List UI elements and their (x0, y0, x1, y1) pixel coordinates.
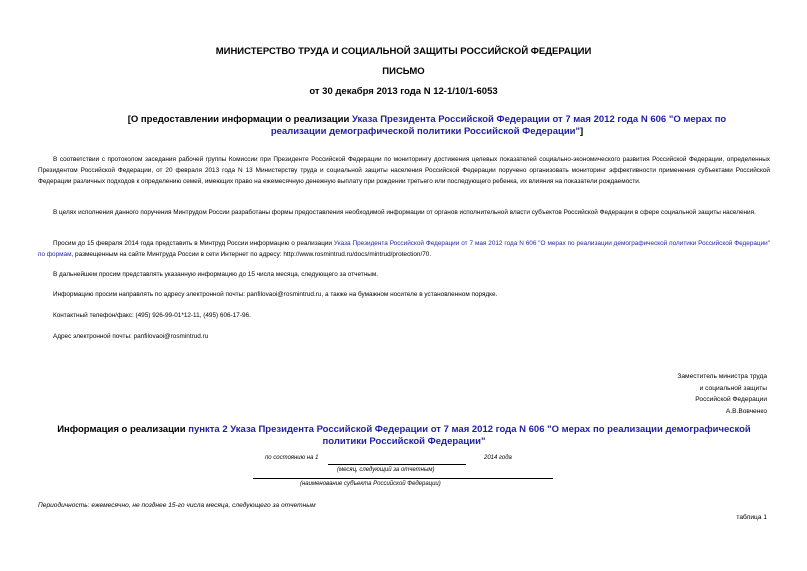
subject-suffix: ] (580, 126, 584, 137)
paragraph-6: Контактный телефон/факс: (495) 926-99-01*12-11, (495) 606-17-96. (53, 312, 251, 319)
signature-line-1: Заместитель министра труда (677, 373, 767, 380)
paragraph-7: Адрес электронной почты: panfilovaoi@rosmintrud.ru (53, 333, 209, 340)
year-label: 2014 года (484, 455, 512, 461)
document-subject (112, 114, 742, 138)
signature-line-2: и социальной защиты (699, 384, 767, 392)
subject-prefix: [О предоставлении информации о реализации (127, 114, 352, 125)
month-underline (328, 464, 466, 465)
decree-link[interactable]: Указа Президента Российской Федерации от 7 мая 2012 года N 606 "О мерах по реализации демографической политики Российской Федерации" (333, 240, 771, 247)
periodicity-note: Периодичность: ежемесячно, не позднее 15-го числа месяца, следующего за отчетным (38, 502, 316, 509)
subject-decree-link[interactable]: Указа Президента Российской Федерации от 7 мая 2012 года N 606 "О мерах по реализации демографической политики Российской Федерации" (270, 114, 727, 137)
ministry-heading: МИНИСТЕРСТВО ТРУДА И СОЦИАЛЬНОЙ ЗАЩИТЫ РОССИЙСКОЙ ФЕДЕРАЦИИ (215, 46, 592, 57)
paragraph-4: В дальнейшем просим представлять указанную информацию до 15 числа месяца, следующего за отчетным. (53, 271, 379, 278)
subject-underline (253, 478, 553, 479)
forms-link[interactable]: по формам (38, 251, 72, 258)
paragraph-1: В соответствии с протоколом заседания рабочей группы Комиссии при Президенте Российской Федерации по мониторингу достижения целевых показателей социально-экономического развития Российской Федерации, определенных Президентом Российской Федерации, от 20 февраля 2013 года N 13 Министерству труда и социальной защиты населения Российской Федерации поручено организовать мониторинг эффективности применения субъектами Российской Федерации различных подходов к определению семей, имеющих право на ежемесячную денежную выплату при рождении третьего или последующего ребенка, их влияния на показатели рождаемости. (38, 156, 770, 185)
subject-caption: (наименование субъекта Российской Федерации) (300, 481, 441, 487)
paragraph-3 (38, 238, 770, 260)
info-title (50, 424, 758, 448)
signature-name: А.В.Вовченко (725, 407, 767, 415)
month-caption: (месяц, следующий за отчетным) (337, 467, 435, 473)
paragraph-2: В целях исполнения данного поручения Минтрудом России разработаны формы предоставления необходимой информации от органов исполнительной власти субъектов Российской Федерации в сфере социальной защиты населения. (53, 209, 756, 216)
state-label: по состоянию на 1 (265, 455, 319, 461)
date-number: от 30 декабря 2013 года N 12-1/10/1-6053 (309, 86, 498, 97)
table-label: таблица 1 (736, 514, 767, 521)
paragraph-3-text-a: Просим до 15 февраля 2014 года представить в Минтруд России информацию о реализации (53, 240, 334, 247)
info-title-link[interactable]: пункта 2 Указа Президента Российской Федерации от 7 мая 2012 года N 606 "О мерах по реализации демографической политики Российской Федерации" (188, 424, 751, 447)
paragraph-5: Информацию просим направлять по адресу электронной почты: panfilovaoi@rosmintrud.ru, а также на бумажном носителе в установленном порядке. (53, 291, 498, 298)
document-type: ПИСЬМО (382, 66, 425, 77)
signature-block (567, 371, 767, 417)
signature-line-3: Российской Федерации (695, 396, 767, 403)
paragraph-3-text-c: , размещенным на сайте Минтруда России в сети Интернет по адресу: http://www.rosmintrud.ru/docs/mintrud/protection/70. (71, 251, 432, 258)
info-title-prefix: Информация о реализации (57, 424, 189, 435)
